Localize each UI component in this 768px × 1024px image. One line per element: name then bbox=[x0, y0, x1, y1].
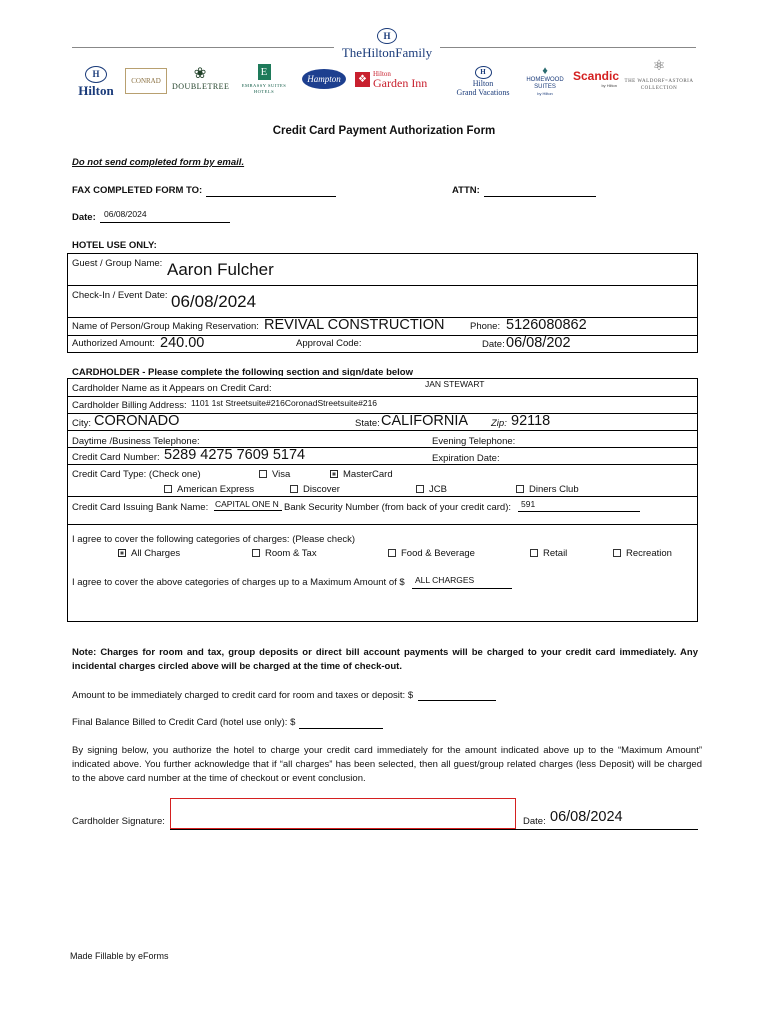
bank-name-value[interactable]: CAPITAL ONE N bbox=[215, 499, 279, 509]
fax-field[interactable] bbox=[206, 196, 336, 197]
cardholder-name-value[interactable]: JAN STEWART bbox=[425, 379, 485, 389]
card-number-value[interactable]: 5289 4275 7609 5174 bbox=[164, 447, 306, 463]
security-number-line bbox=[518, 511, 640, 512]
discover-checkbox[interactable] bbox=[290, 485, 298, 493]
grand-vacations-icon: H bbox=[475, 66, 492, 79]
homewood-text: HOMEWOOD SUITES bbox=[526, 77, 564, 90]
zip-label: Zip: bbox=[491, 418, 507, 429]
ch-row-divider-1 bbox=[67, 396, 698, 397]
form-title: Credit Card Payment Authorization Form bbox=[272, 125, 496, 137]
hotel-date-value[interactable]: 06/08/202 bbox=[506, 335, 571, 351]
embassy-suites-logo bbox=[236, 64, 292, 95]
attn-field[interactable] bbox=[484, 196, 596, 197]
checkin-label: Check-In / Event Date: bbox=[72, 290, 168, 301]
mastercard-checkbox[interactable] bbox=[330, 470, 338, 478]
waldorf-text: THE WALDORF=ASTORIA COLLECTION bbox=[624, 79, 694, 91]
authorized-amount-value[interactable]: 240.00 bbox=[160, 335, 205, 351]
jcb-checkbox[interactable] bbox=[416, 485, 424, 493]
immediate-charge-label: Amount to be immediately charged to credit card for room and taxes or deposit: $ bbox=[72, 690, 414, 701]
billing-address-label: Cardholder Billing Address: bbox=[72, 400, 187, 411]
homewood-sub: by Hilton bbox=[537, 91, 553, 96]
max-amount-value[interactable]: ALL CHARGES bbox=[415, 575, 475, 585]
room-tax-checkbox[interactable] bbox=[252, 549, 260, 557]
charge-retail[interactable]: Retail bbox=[530, 548, 567, 559]
garden-inn-text: Garden Inn bbox=[373, 76, 428, 90]
charge-room[interactable]: Room & Tax bbox=[252, 548, 317, 559]
guest-name-label: Guest / Group Name: bbox=[72, 258, 163, 269]
security-number-label: Bank Security Number (from back of your credit card): bbox=[284, 502, 512, 513]
garden-inn-logo bbox=[355, 70, 439, 90]
phone-label: Phone: bbox=[470, 321, 501, 332]
hilton-h-icon: H bbox=[85, 66, 107, 83]
ch-row-divider-3 bbox=[67, 430, 698, 431]
card-type-diners[interactable]: Diners Club bbox=[516, 484, 579, 495]
ch-row-divider-6 bbox=[67, 496, 698, 497]
food-beverage-checkbox[interactable] bbox=[388, 549, 396, 557]
approval-code-label: Approval Code: bbox=[296, 338, 362, 349]
card-type-label: Credit Card Type: (Check one) bbox=[72, 469, 201, 480]
signature-line bbox=[170, 829, 698, 830]
signature-label: Cardholder Signature: bbox=[72, 816, 165, 827]
authorization-text: By signing below, you authorize the hotel to charge your credit card immediately for the amount indicated above up to the “Maximum Amount” indicated above. You further acknowledge that if “all charges” has been selected, then all guest/group related charges (less Deposit) will be charged to the above card number at the time of checkout or event conclusion. bbox=[72, 745, 702, 784]
header-rule-right bbox=[440, 47, 696, 48]
card-type-jcb[interactable]: JCB bbox=[416, 484, 447, 495]
conrad-logo: CONRAD bbox=[125, 68, 167, 94]
cardholder-name-label: Cardholder Name as it Appears on Credit Card: bbox=[72, 383, 272, 394]
no-email-notice: Do not send completed form by email. bbox=[72, 157, 245, 168]
date-value[interactable]: 06/08/2024 bbox=[104, 209, 147, 219]
header-rule-left bbox=[72, 47, 334, 48]
zip-value[interactable]: 92118 bbox=[511, 413, 551, 429]
hilton-logo-text: Hilton bbox=[78, 83, 114, 98]
card-number-label: Credit Card Number: bbox=[72, 452, 160, 463]
reserver-label: Name of Person/Group Making Reservation: bbox=[72, 321, 259, 332]
grand-vacations-logo bbox=[448, 66, 518, 97]
bank-name-label: Credit Card Issuing Bank Name: bbox=[72, 502, 209, 513]
checkin-value[interactable]: 06/08/2024 bbox=[171, 292, 257, 311]
signature-date-value[interactable]: 06/08/2024 bbox=[550, 809, 623, 825]
max-amount-line bbox=[412, 588, 512, 589]
hampton-logo: Hampton bbox=[302, 69, 346, 89]
charges-note: Note: Charges for room and tax, group deposits or direct bill account payments will be charged to your credit card immediately. Any incidental charges circled above will be charged at the time of check-out. bbox=[72, 647, 698, 672]
made-fillable-footer: Made Fillable by eForms bbox=[70, 951, 169, 961]
ch-row-divider-4 bbox=[67, 447, 698, 448]
grand-vac-text: Grand Vacations bbox=[456, 88, 510, 97]
all-charges-checkbox[interactable] bbox=[118, 549, 126, 557]
ch-row-divider-5 bbox=[67, 464, 698, 465]
scandic-logo bbox=[573, 69, 620, 88]
recreation-checkbox[interactable] bbox=[613, 549, 621, 557]
daytime-phone-label: Daytime /Business Telephone: bbox=[72, 436, 200, 447]
garden-inn-top-text: Hilton bbox=[373, 70, 391, 78]
card-type-amex[interactable]: American Express bbox=[164, 484, 254, 495]
ch-row-divider-7 bbox=[67, 524, 698, 525]
card-type-discover[interactable]: Discover bbox=[290, 484, 340, 495]
city-label: City: bbox=[72, 418, 91, 429]
date-label: Date: bbox=[72, 212, 96, 223]
charge-all[interactable]: All Charges bbox=[118, 548, 180, 559]
doubletree-logo bbox=[172, 66, 228, 91]
scandic-text: Scandic bbox=[573, 69, 620, 83]
hilton-family-logo bbox=[336, 28, 438, 62]
bank-name-line bbox=[214, 510, 282, 511]
charge-food[interactable]: Food & Beverage bbox=[388, 548, 475, 559]
charge-recreation[interactable]: Recreation bbox=[613, 548, 672, 559]
visa-checkbox[interactable] bbox=[259, 470, 267, 478]
security-number-value[interactable]: 591 bbox=[521, 499, 536, 509]
hilton-h-icon: H bbox=[377, 28, 397, 44]
diners-checkbox[interactable] bbox=[516, 485, 524, 493]
attn-label: ATTN: bbox=[452, 185, 480, 196]
state-value[interactable]: CALIFORNIA bbox=[381, 413, 469, 429]
card-type-mastercard[interactable]: MasterCard bbox=[330, 469, 393, 480]
retail-checkbox[interactable] bbox=[530, 549, 538, 557]
hilton-family-text: TheHiltonFamily bbox=[341, 45, 433, 60]
final-balance-label: Final Balance Billed to Credit Card (hotel use only): $ bbox=[72, 717, 296, 728]
state-label: State: bbox=[355, 418, 380, 429]
evening-phone-label: Evening Telephone: bbox=[432, 436, 516, 447]
reserver-value[interactable]: REVIVAL CONSTRUCTION bbox=[264, 317, 445, 333]
homewood-icon: ♦ bbox=[542, 65, 548, 77]
waldorf-logo bbox=[624, 60, 694, 92]
hotel-use-only-label: HOTEL USE ONLY: bbox=[72, 240, 157, 251]
date-field-line bbox=[100, 222, 230, 223]
expiration-label: Expiration Date: bbox=[432, 453, 500, 464]
embassy-logo-text: EMBASSY SUITES HOTELS bbox=[241, 83, 287, 94]
charges-intro: I agree to cover the following categories of charges: (Please check) bbox=[72, 534, 356, 545]
waldorf-crest-icon: ⚛ bbox=[652, 59, 666, 74]
grand-vac-top-text: Hilton bbox=[472, 79, 494, 88]
amex-checkbox[interactable] bbox=[164, 485, 172, 493]
immediate-charge-field[interactable] bbox=[418, 700, 496, 701]
garden-inn-icon: ❖ bbox=[355, 72, 370, 87]
authorized-amount-label: Authorized Amount: bbox=[72, 338, 155, 349]
doubletree-icon: ❀ bbox=[193, 66, 207, 82]
max-amount-label: I agree to cover the above categories of charges up to a Maximum Amount of $ bbox=[72, 577, 405, 588]
cardholder-heading: CARDHOLDER - Please complete the following section and sign/date below bbox=[72, 367, 413, 376]
card-type-visa[interactable]: Visa bbox=[259, 469, 290, 480]
fax-label: FAX COMPLETED FORM TO: bbox=[72, 185, 203, 196]
embassy-e-icon: E bbox=[258, 64, 271, 80]
scandic-sub: by Hilton bbox=[601, 83, 617, 88]
homewood-logo bbox=[523, 66, 567, 96]
doubletree-logo-text: DOUBLETREE bbox=[172, 82, 230, 91]
final-balance-field[interactable] bbox=[299, 728, 383, 729]
guest-name-value[interactable]: Aaron Fulcher bbox=[167, 260, 274, 279]
hilton-logo bbox=[76, 66, 116, 99]
signature-field[interactable] bbox=[170, 798, 516, 829]
hotel-date-label: Date: bbox=[482, 339, 505, 350]
city-value[interactable]: CORONADO bbox=[94, 413, 180, 429]
billing-address-value[interactable]: 1101 1st Streetsuite#216CoronadStreetsuite#216 bbox=[191, 398, 378, 408]
phone-value[interactable]: 5126080862 bbox=[506, 317, 587, 333]
hotel-row-divider-1 bbox=[67, 285, 698, 286]
signature-date-label: Date: bbox=[523, 816, 546, 827]
